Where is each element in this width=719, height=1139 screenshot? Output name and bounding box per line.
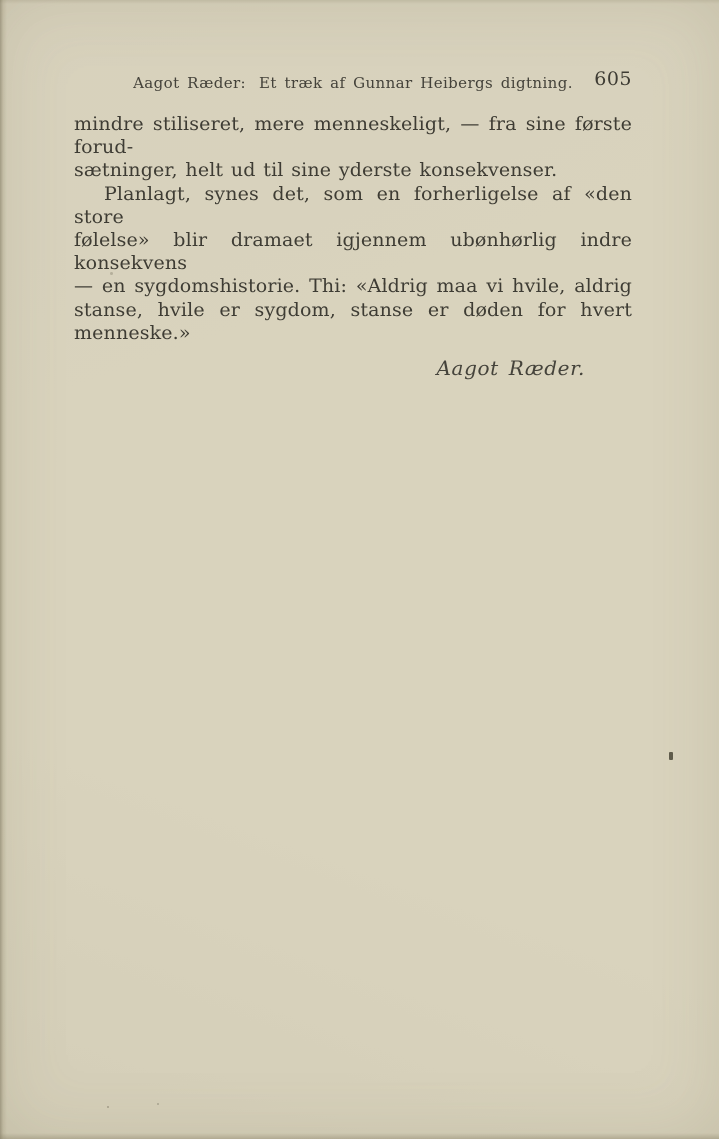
running-title-text: Et træk af Gunnar Heibergs digtning.	[259, 74, 573, 92]
text-line-4: følelse» blir dramaet igjennem ubønhørlig indre konsekvens	[74, 229, 632, 275]
text-line-6: stanse, hvile er sygdom, stanse er døden for hvert menneske.»	[74, 298, 632, 344]
page-number: 605	[594, 68, 632, 90]
body-text-block	[74, 113, 632, 380]
text-line-3: Planlagt, synes det, som en forherligelse af «den store	[74, 182, 632, 228]
scan-bottom-edge-shadow	[0, 1133, 719, 1139]
scan-left-edge-shadow	[0, 0, 7, 1139]
ink-speck	[107, 1106, 109, 1108]
running-title-author: Aagot Ræder:	[133, 74, 247, 92]
text-line-5: — en sygdomshistorie. Thi: «Aldrig maa vi hvile, aldrig	[74, 275, 632, 298]
running-header	[74, 68, 632, 93]
ink-speck	[110, 272, 113, 275]
ink-speck	[669, 752, 673, 760]
running-title	[133, 74, 573, 93]
scan-top-edge-shadow	[0, 0, 719, 4]
text-line-2: sætninger, helt ud til sine yderste konsekvenser.	[74, 159, 558, 182]
ink-speck	[383, 282, 386, 285]
ink-speck	[157, 1103, 159, 1105]
author-signature: Aagot Ræder.	[436, 356, 585, 381]
text-line-1: mindre stiliseret, mere menneskeligt, — fra sine første forud-	[74, 113, 632, 159]
